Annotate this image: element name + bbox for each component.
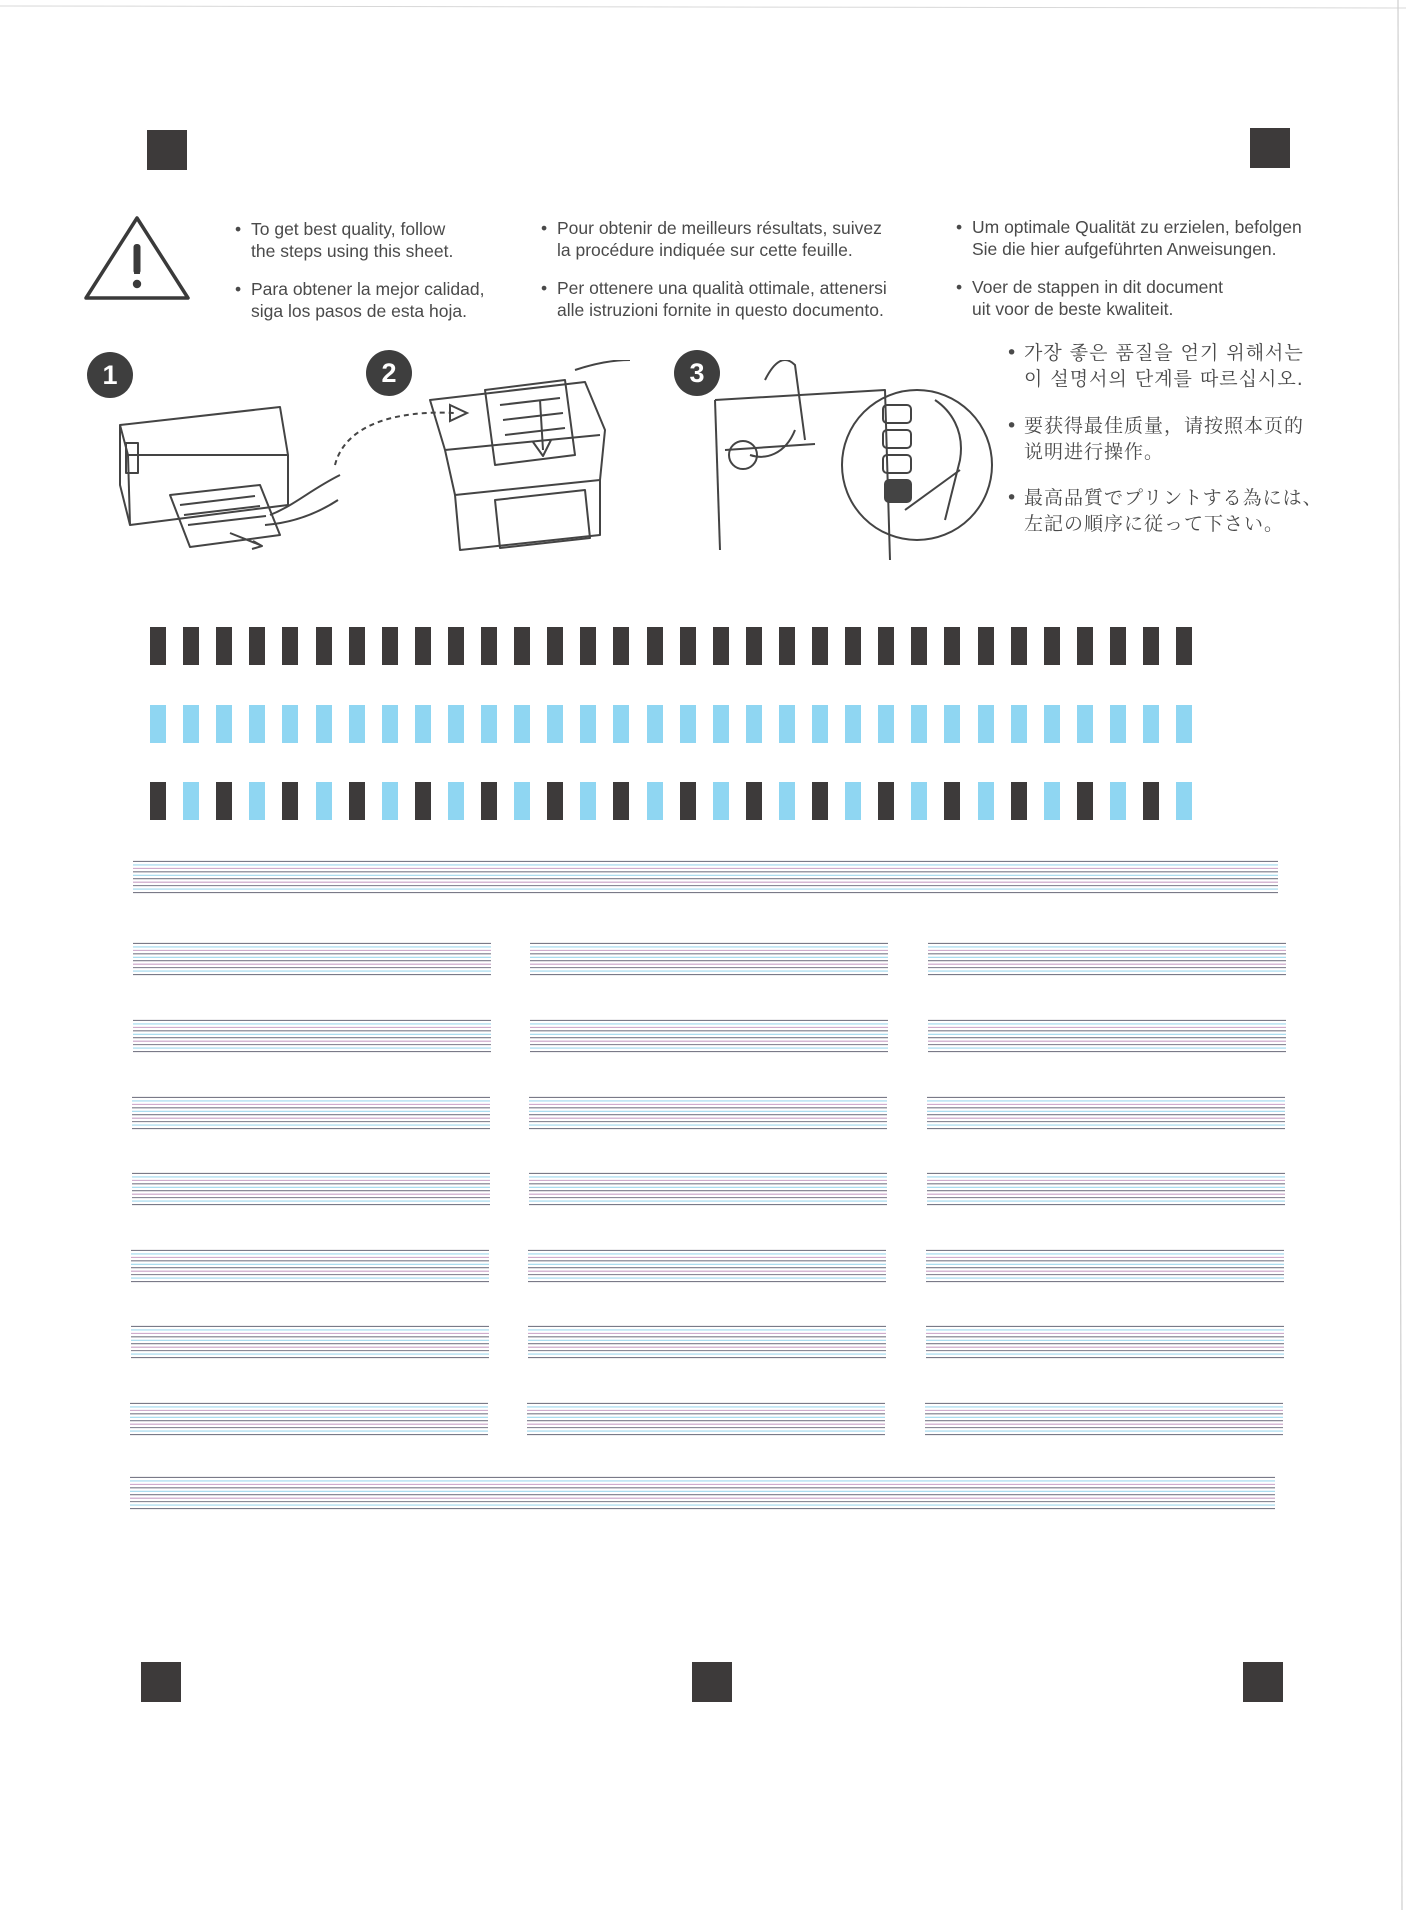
row-cyan-block [349, 705, 365, 743]
row-cyan-block [382, 705, 398, 743]
registration-mark-top-right [1250, 128, 1290, 168]
scan-button-icon [705, 360, 995, 560]
line-set-r4-c3 [927, 1170, 1285, 1208]
line-set-r1-c2 [530, 940, 888, 978]
row-alt-block [1143, 782, 1159, 820]
row-black-block [680, 627, 696, 665]
row-alt-block [249, 782, 265, 820]
line-set-r6-c2 [528, 1323, 886, 1361]
row-alt-block [878, 782, 894, 820]
row-black-block [911, 627, 927, 665]
instruction-italian: • Per ottenere una qualità ottimale, attenersi alle istruzioni fornite in questo documento. [541, 278, 887, 320]
row-cyan-block [580, 705, 596, 743]
row-alt-block [1110, 782, 1126, 820]
line-set-r2-c1 [133, 1017, 491, 1055]
row-alt-block [349, 782, 365, 820]
line-set-r7-c2 [527, 1400, 885, 1438]
row-cyan-block [911, 705, 927, 743]
cyan-block-row [150, 705, 1194, 743]
row-cyan-block [514, 705, 530, 743]
row-alt-block [1176, 782, 1192, 820]
row-black-block [779, 627, 795, 665]
row-black-block [1077, 627, 1093, 665]
row-black-block [647, 627, 663, 665]
line-set-r3-c1 [132, 1094, 490, 1132]
row-black-block [382, 627, 398, 665]
row-alt-block [613, 782, 629, 820]
row-cyan-block [878, 705, 894, 743]
row-black-block [944, 627, 960, 665]
row-black-block [1011, 627, 1027, 665]
line-set-r7-c3 [925, 1400, 1283, 1438]
row-alt-block [911, 782, 927, 820]
row-alt-block [282, 782, 298, 820]
row-alt-block [514, 782, 530, 820]
registration-mark-bottom-center [692, 1662, 732, 1702]
row-cyan-block [150, 705, 166, 743]
row-black-block [1110, 627, 1126, 665]
row-alt-block [316, 782, 332, 820]
row-alt-block [944, 782, 960, 820]
line-set-r4-c2 [529, 1170, 887, 1208]
row-alt-block [845, 782, 861, 820]
row-alt-block [183, 782, 199, 820]
row-alt-block [647, 782, 663, 820]
line-set-r3-c2 [529, 1094, 887, 1132]
instruction-english: • To get best quality, follow the steps using this sheet. [235, 219, 454, 261]
row-cyan-block [1110, 705, 1126, 743]
row-alt-block [580, 782, 596, 820]
row-black-block [448, 627, 464, 665]
row-alt-block [746, 782, 762, 820]
row-cyan-block [547, 705, 563, 743]
instruction-dutch: • Voer de stappen in dit document uit voor de beste kwaliteit. [956, 277, 1224, 319]
row-alt-block [978, 782, 994, 820]
row-cyan-block [647, 705, 663, 743]
row-cyan-block [481, 705, 497, 743]
warning-icon [82, 214, 192, 304]
instruction-chinese: • 要获得最佳质量，请按照本页的 说明进行操作。 [1006, 415, 1305, 463]
row-cyan-block [1143, 705, 1159, 743]
row-black-block [216, 627, 232, 665]
row-black-block [812, 627, 828, 665]
row-cyan-block [779, 705, 795, 743]
row-cyan-block [448, 705, 464, 743]
row-alt-block [481, 782, 497, 820]
line-set-r5-c1 [131, 1247, 489, 1285]
scanner-load-icon [425, 360, 635, 560]
row-alt-block [448, 782, 464, 820]
row-alt-block [382, 782, 398, 820]
row-alt-block [812, 782, 828, 820]
row-black-block [249, 627, 265, 665]
row-alt-block [680, 782, 696, 820]
row-cyan-block [1077, 705, 1093, 743]
row-alt-block [1044, 782, 1060, 820]
row-cyan-block [944, 705, 960, 743]
row-cyan-block [713, 705, 729, 743]
row-alt-block [1011, 782, 1027, 820]
row-cyan-block [978, 705, 994, 743]
black-block-row [150, 627, 1194, 665]
row-black-block [316, 627, 332, 665]
row-alt-block [1077, 782, 1093, 820]
line-set-r2-c2 [530, 1017, 888, 1055]
row-black-block [282, 627, 298, 665]
row-alt-block [779, 782, 795, 820]
row-black-block [481, 627, 497, 665]
row-black-block [1044, 627, 1060, 665]
instruction-korean: • 가장 좋은 품질을 얻기 위해서는 이 설명서의 단계를 따르십시오. [1006, 342, 1304, 390]
instruction-spanish: • Para obtener la mejor calidad, siga los pasos de esta hoja. [235, 279, 485, 321]
row-black-block [1176, 627, 1192, 665]
line-set-r5-c3 [926, 1247, 1284, 1285]
line-set-r4-c1 [132, 1170, 490, 1208]
line-set-r3-c3 [927, 1094, 1285, 1132]
row-cyan-block [613, 705, 629, 743]
row-black-block [547, 627, 563, 665]
row-cyan-block [316, 705, 332, 743]
row-cyan-block [183, 705, 199, 743]
row-black-block [878, 627, 894, 665]
row-cyan-block [249, 705, 265, 743]
row-cyan-block [216, 705, 232, 743]
row-black-block [349, 627, 365, 665]
row-cyan-block [845, 705, 861, 743]
line-set-r2-c3 [928, 1017, 1286, 1055]
row-black-block [415, 627, 431, 665]
row-cyan-block [680, 705, 696, 743]
row-black-block [183, 627, 199, 665]
row-cyan-block [1011, 705, 1027, 743]
row-cyan-block [1044, 705, 1060, 743]
row-black-block [150, 627, 166, 665]
line-set-r1-c1 [133, 940, 491, 978]
instruction-french: • Pour obtenir de meilleurs résultats, suivez la procédure indiquée sur cette feuille. [541, 218, 882, 260]
row-black-block [514, 627, 530, 665]
row-black-block [746, 627, 762, 665]
row-alt-block [713, 782, 729, 820]
row-cyan-block [812, 705, 828, 743]
row-alt-block [415, 782, 431, 820]
step-2-badge: 2 [366, 350, 412, 396]
registration-mark-bottom-right [1243, 1662, 1283, 1702]
line-set-r1-c3 [928, 940, 1286, 978]
fullwidth-line-set-top [133, 858, 1278, 896]
row-black-block [845, 627, 861, 665]
row-alt-block [216, 782, 232, 820]
row-alt-block [547, 782, 563, 820]
row-black-block [613, 627, 629, 665]
printer-output-icon [110, 395, 350, 555]
row-cyan-block [746, 705, 762, 743]
row-black-block [978, 627, 994, 665]
line-set-r5-c2 [528, 1247, 886, 1285]
line-set-r6-c3 [926, 1323, 1284, 1361]
row-black-block [580, 627, 596, 665]
row-cyan-block [415, 705, 431, 743]
row-black-block [1143, 627, 1159, 665]
step-3-badge: 3 [674, 350, 720, 396]
row-cyan-block [282, 705, 298, 743]
alternating-block-row [150, 782, 1194, 820]
fullwidth-line-set-bottom [130, 1474, 1275, 1512]
registration-mark-bottom-left [141, 1662, 181, 1702]
step-1-badge: 1 [87, 352, 133, 398]
row-black-block [713, 627, 729, 665]
row-cyan-block [1176, 705, 1192, 743]
line-set-r6-c1 [131, 1323, 489, 1361]
row-alt-block [150, 782, 166, 820]
line-set-r7-c1 [130, 1400, 488, 1438]
registration-mark-top-left [147, 130, 187, 170]
instruction-german: • Um optimale Qualität zu erzielen, befolgen Sie die hier aufgeführten Anweisungen. [956, 217, 1302, 259]
instruction-japanese: • 最高品質でプリントする為には、 左記の順序に従って下さい。 [1006, 487, 1323, 535]
